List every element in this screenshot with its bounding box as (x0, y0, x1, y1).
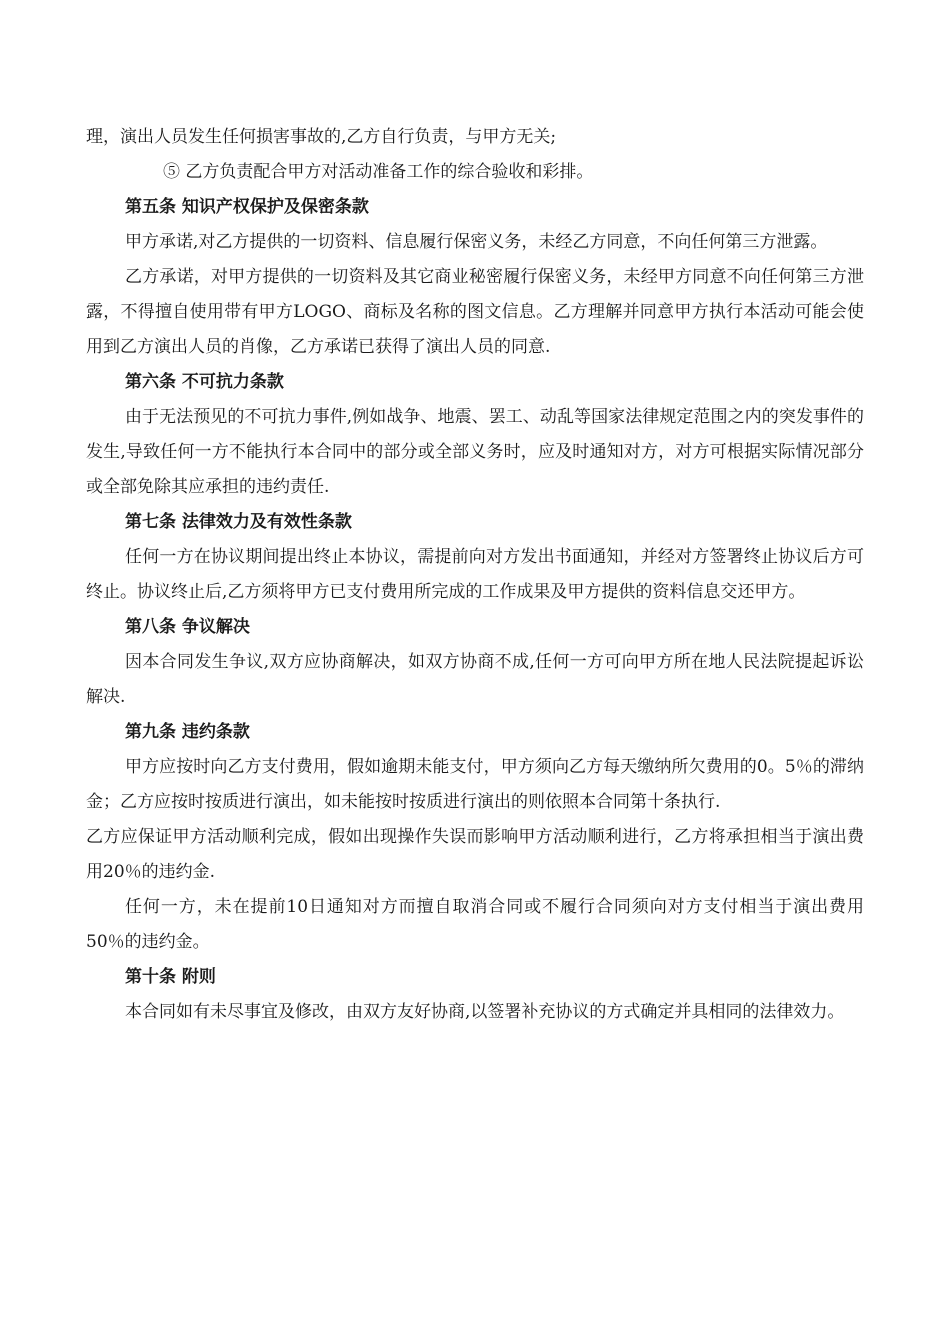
section-heading-article-7: 第七条 法律效力及有效性条款 (125, 512, 352, 532)
section-heading-article-9: 第九条 违约条款 (125, 722, 250, 742)
section-heading-article-8: 第八条 争议解决 (125, 617, 250, 637)
contract-page (86, 120, 864, 1030)
section-heading-article-5: 第五条 知识产权保护及保密条款 (125, 197, 369, 217)
section-heading-article-6: 第六条 不可抗力条款 (125, 372, 284, 392)
paragraph: 本合同如有未尽事宜及修改，由双方友好协商,以签署补充协议的方式确定并具相同的法律效力。 (125, 1002, 845, 1022)
paragraph: 因本合同发生争议,双方应协商解决，如双方协商不成,任何一方可向甲方所在地人民法院提起诉讼解决. (86, 652, 864, 707)
section-heading-article-10: 第十条 附则 (125, 967, 216, 987)
paragraph: 任何一方，未在提前10日通知对方而擅自取消合同或不履行合同须向对方支付相当于演出费用50％的违约金。 (86, 897, 864, 952)
paragraph: 乙方承诺，对甲方提供的一切资料及其它商业秘密履行保密义务，未经甲方同意不向任何第三方泄露，不得擅自使用带有甲方LOGO、商标及名称的图文信息。乙方理解并同意甲方执行本活动可能会使用到乙方演出人员的肖像，乙方承诺已获得了演出人员的同意. (86, 267, 864, 357)
paragraph: 任何一方在协议期间提出终止本协议，需提前向对方发出书面通知，并经对方签署终止协议后方可终止。协议终止后,乙方须将甲方已支付费用所完成的工作成果及甲方提供的资料信息交还甲方。 (86, 547, 864, 602)
paragraph-unindented: 乙方应保证甲方活动顺利完成，假如出现操作失误而影响甲方活动顺利进行，乙方将承担相当于演出费用20％的违约金. (86, 827, 864, 882)
paragraph: 甲方应按时向乙方支付费用，假如逾期未能支付，甲方须向乙方每天缴纳所欠费用的0。5％的滞纳金；乙方应按时按质进行演出，如未能按时按质进行演出的则依照本合同第十条执行. (86, 757, 864, 812)
paragraph: 由于无法预见的不可抗力事件,例如战争、地震、罢工、动乱等国家法律规定范围之内的突发事件的发生,导致任何一方不能执行本合同中的部分或全部义务时，应及时通知对方，对方可根据实际情况部分或全部免除其应承担的违约责任. (86, 407, 864, 497)
list-item-5: ⑤ 乙方负责配合甲方对活动准备工作的综合验收和彩排。 (163, 162, 594, 182)
paragraph: 甲方承诺,对乙方提供的一切资料、信息履行保密义务，未经乙方同意，不向任何第三方泄露。 (125, 232, 828, 252)
paragraph-continuation: 理，演出人员发生任何损害事故的,乙方自行负责，与甲方无关; (86, 127, 557, 147)
